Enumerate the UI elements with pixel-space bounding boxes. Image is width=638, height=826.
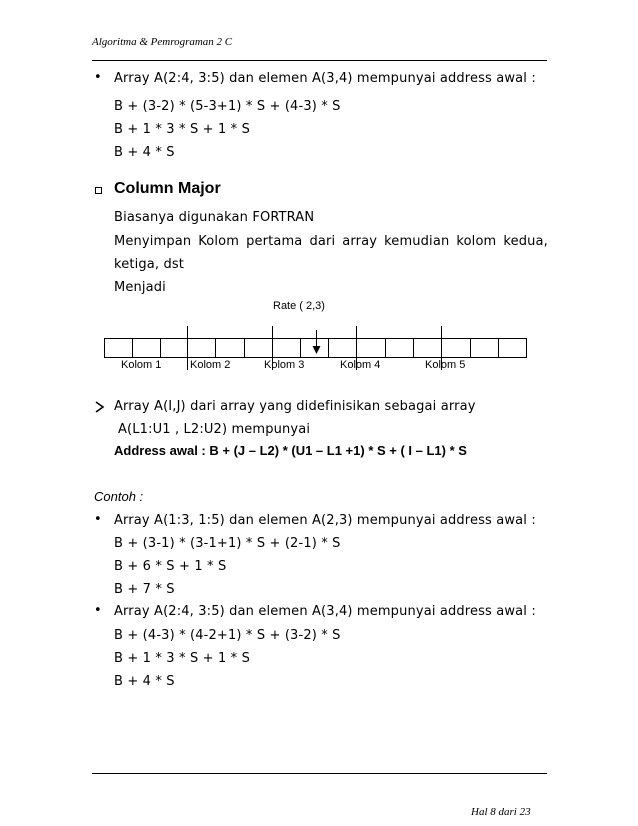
word: kemudian [384, 234, 450, 249]
word: kedua, [503, 234, 548, 249]
example1-line-1: B + (3-1) * (3-1+1) * S + (2-1) * S [114, 536, 341, 551]
section1-bullet-text: Array A(2:4, 3:5) dan elemen A(3,4) mempunyai address awal : [114, 71, 536, 86]
rate-label: Rate ( 2,3) [273, 300, 325, 312]
rate-arrow-icon [313, 346, 321, 354]
word: kolom [456, 234, 497, 249]
section1-line-2: B + 1 * 3 * S + 1 * S [114, 122, 250, 137]
column-major-line-3: ketiga, dst [114, 257, 185, 272]
column-label-4: Kolom 4 [340, 359, 381, 371]
word: pertama [246, 234, 303, 249]
example1-line-3: B + 7 * S [114, 582, 175, 597]
column-major-line-1: Biasanya digunakan FORTRAN [114, 210, 315, 225]
word: Kolom [198, 234, 240, 249]
arrow-bullet-icon [93, 400, 107, 414]
example2-line-1: B + (4-3) * (4-2+1) * S + (3-2) * S [114, 628, 341, 643]
array-def-line-1: Array A(I,J) dari array yang didefinisikan sebagai array [114, 399, 476, 414]
example1-bullet-text: Array A(1:3, 1:5) dan elemen A(2,3) mempunyai address awal : [114, 513, 536, 528]
contoh-label: Contoh : [94, 489, 144, 504]
example2-line-3: B + 4 * S [114, 674, 175, 689]
address-formula: Address awal : B + (J – L2) * (U1 – L1 +1) * S + ( I – L1) * S [114, 443, 467, 458]
word: array [342, 234, 378, 249]
column-major-line-4: Menjadi [114, 280, 166, 295]
array-def-line-2: A(L1:U1 , L2:U2) mempunyai [118, 422, 311, 437]
column-label-1: Kolom 1 [121, 359, 162, 371]
column-label-2: Kolom 2 [190, 359, 231, 371]
bullet-dot: • [94, 603, 102, 618]
column-major-heading: Column Major [114, 180, 221, 197]
example2-bullet-text: Array A(2:4, 3:5) dan elemen A(3,4) mempunyai address awal : [114, 604, 536, 619]
page-number: Hal 8 dari 23 [471, 806, 531, 818]
bullet-dot: • [94, 512, 102, 527]
bullet-dot: • [94, 70, 102, 85]
section1-line-1: B + (3-2) * (5-3+1) * S + (4-3) * S [114, 99, 341, 114]
footer-rule [92, 773, 547, 774]
header-title: Algoritma & Pemrograman 2 C [92, 36, 233, 48]
example2-line-2: B + 1 * 3 * S + 1 * S [114, 651, 250, 666]
column-label-3: Kolom 3 [264, 359, 305, 371]
word: Menyimpan [114, 234, 192, 249]
section1-line-3: B + 4 * S [114, 145, 175, 160]
example1-line-2: B + 6 * S + 1 * S [114, 559, 227, 574]
column-label-5: Kolom 5 [425, 359, 466, 371]
word: dari [309, 234, 336, 249]
